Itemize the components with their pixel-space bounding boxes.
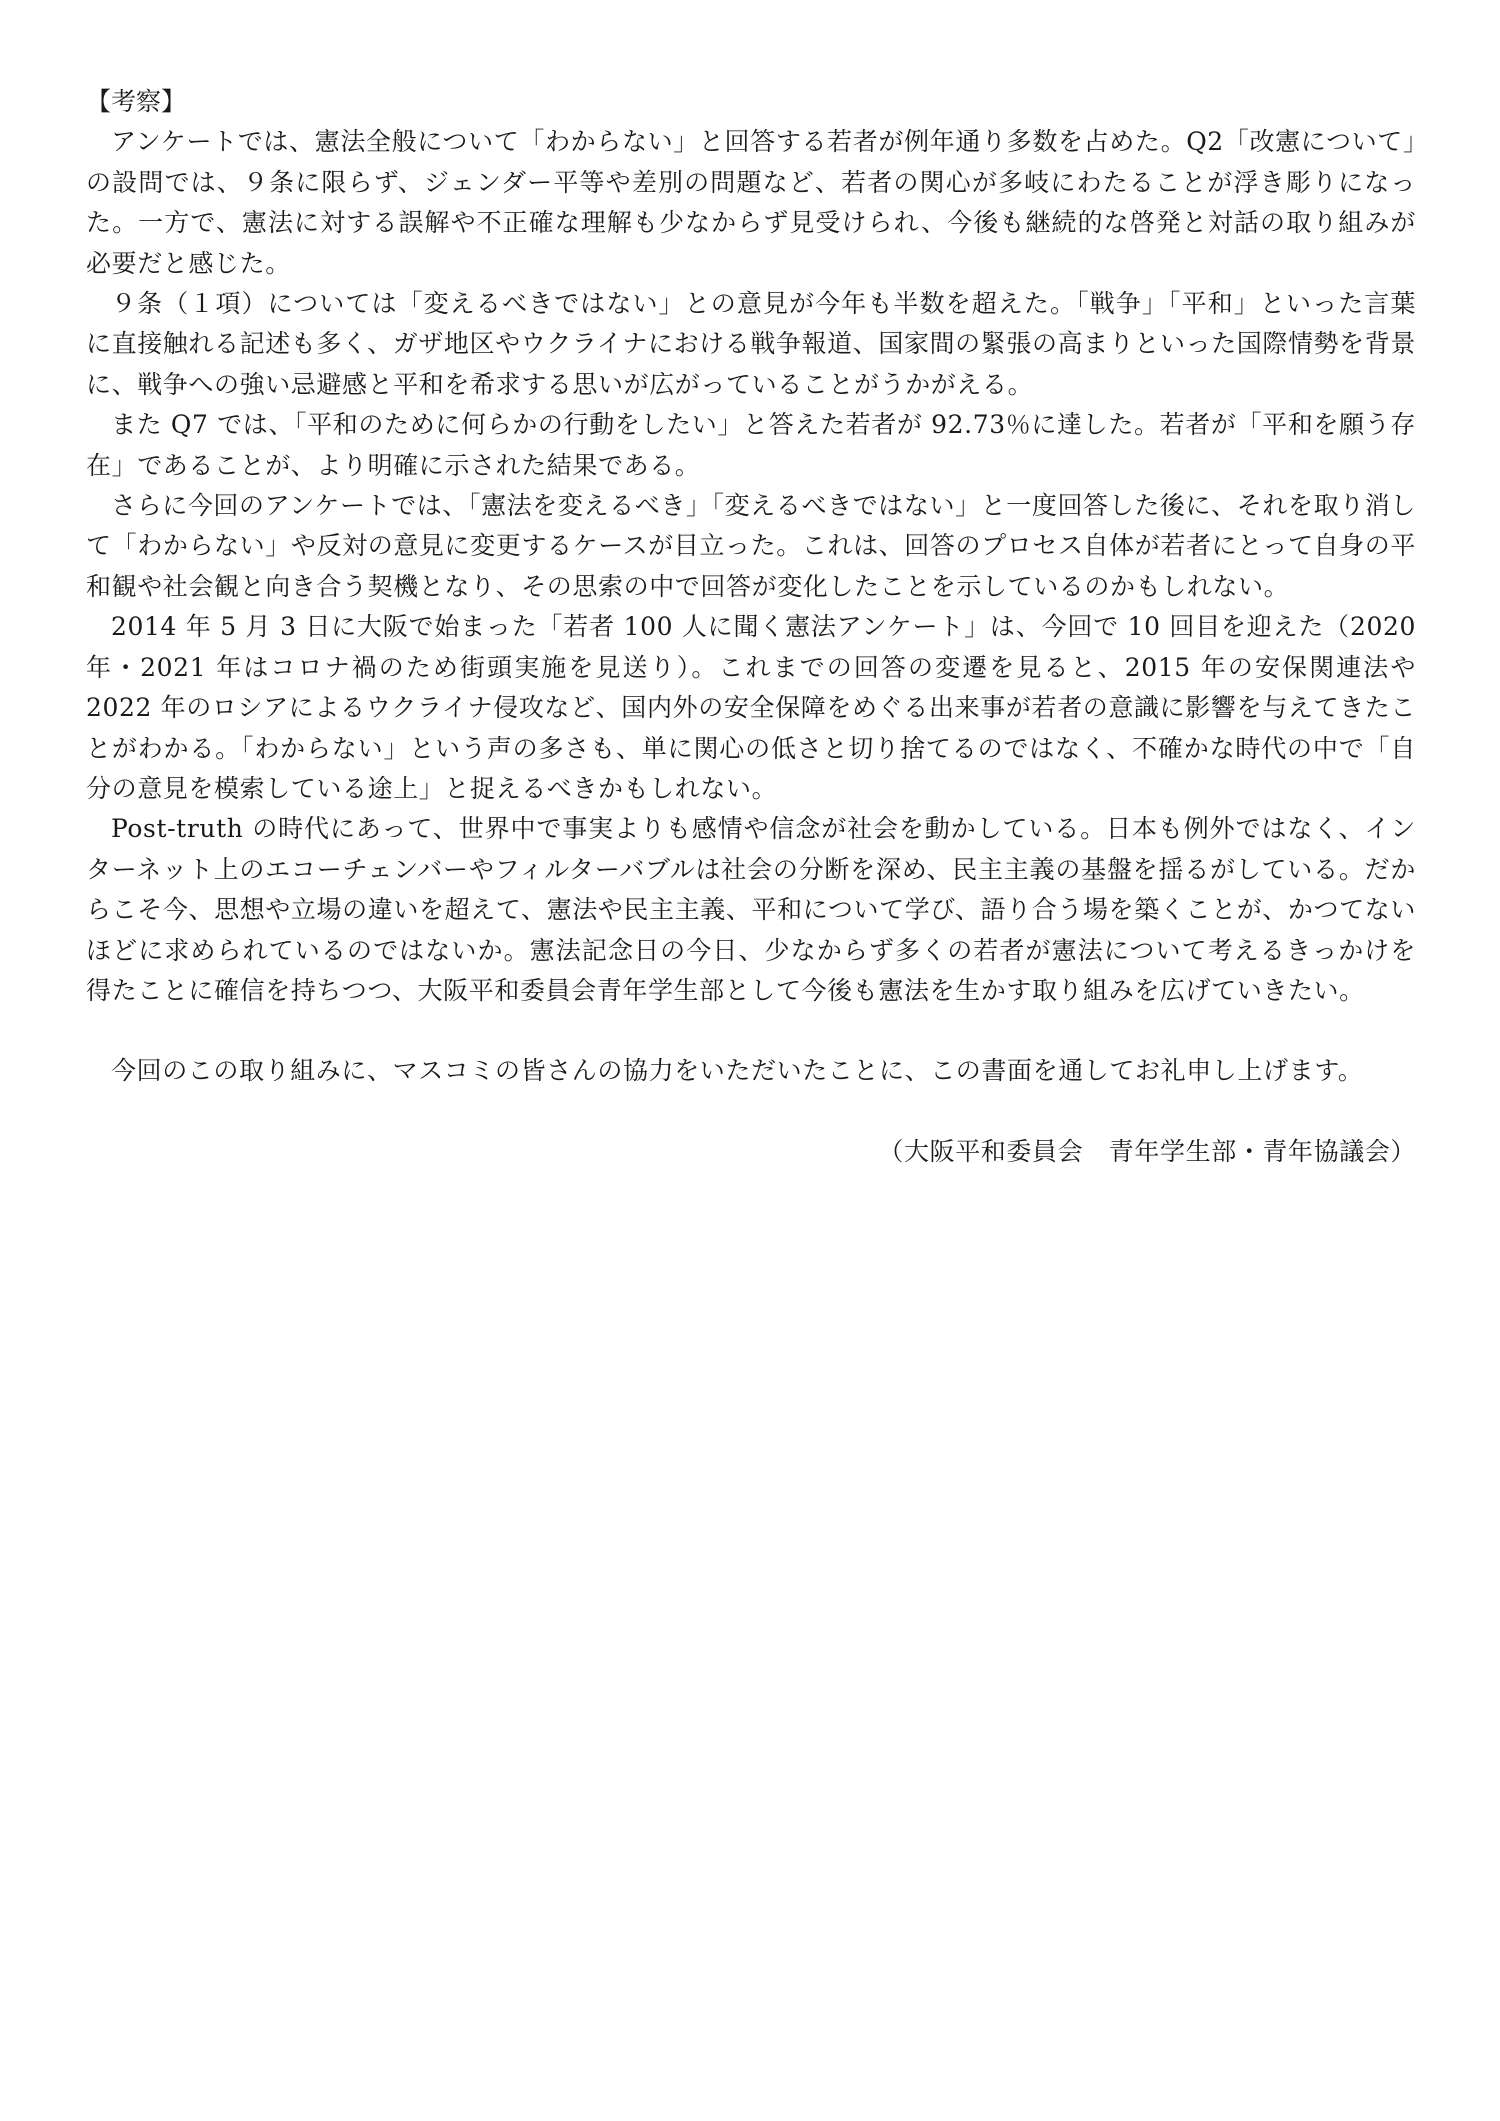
paragraph-summary: アンケートでは、憲法全般について「わからない」と回答する若者が例年通り多数を占めた。Q2「改憲について」の設問では、９条に限らず、ジェンダー平等や差別の問題など、若者の関心が多岐にわたることが浮き彫りになった。一方で、憲法に対する誤解や不正確な理解も少なからず見受けられ、今後も継続的な啓発と対話の取り組みが必要だと感じた。	[86, 127, 1416, 278]
paragraph-history: 2014 年 5 月 3 日に大阪で始まった「若者 100 人に聞く憲法アンケート」は、今回で 10 回目を迎えた（2020 年・2021 年はコロナ禍のため街頭実施を見送り）。これまでの回答の変遷を見ると、2015 年の安保関連法や 2022 年のロシアによるウクライナ侵攻など、国内外の安全保障をめぐる出来事が若者の意識に影響を与えてきたことがわかる。「わからない」という声の多さも、単に関心の低さと切り捨てるのではなく、不確かな時代の中で「自分の意見を模索している途上」と捉えるべきかもしれない。	[86, 612, 1416, 803]
paragraph-q7: また Q7 では、「平和のために何らかの行動をしたい」と答えた若者が 92.73％に達した。若者が「平和を願う存在」であることが、より明確に示された結果である。	[86, 410, 1416, 480]
paragraph-answer-changes: さらに今回のアンケートでは、「憲法を変えるべき」「変えるべきではない」と一度回答した後に、それを取り消して「わからない」や反対の意見に変更するケースが目立った。これは、回答のプロセス自体が若者にとって自身の平和観や社会観と向き合う契機となり、その思索の中で回答が変化したことを示しているのかもしれない。	[86, 491, 1416, 601]
paragraph-article-9: ９条（１項）については「変えるべきではない」との意見が今年も半数を超えた。「戦争」「平和」といった言葉に直接触れる記述も多く、ガザ地区やウクライナにおける戦争報道、国家間の緊張の高まりといった国際情勢を背景に、戦争への強い忌避感と平和を希求する思いが広がっていることがうかがえる。	[86, 289, 1416, 399]
paragraph-post-truth: Post-truth の時代にあって、世界中で事実よりも感情や信念が社会を動かしている。日本も例外ではなく、インターネット上のエコーチェンバーやフィルターバブルは社会の分断を深め、民主主義の基盤を揺るがしている。だからこそ今、思想や立場の違いを超えて、憲法や民主主義、平和について学び、語り合う場を築くことが、かつてないほどに求められているのではないか。憲法記念日の今日、少なからず多くの若者が憲法について考えるきっかけを得たことに確信を持ちつつ、大阪平和委員会青年学生部として今後も憲法を生かす取り組みを広げていきたい。	[86, 814, 1416, 1005]
document-page	[86, 82, 1416, 1172]
section-heading: 【考察】	[86, 87, 187, 116]
thanks-note: 今回のこの取り組みに、マスコミの皆さんの協力をいただいたことに、この書面を通してお礼申し上げます。	[111, 1056, 1364, 1086]
signature: （大阪平和委員会 青年学生部・青年協議会）	[878, 1136, 1416, 1166]
